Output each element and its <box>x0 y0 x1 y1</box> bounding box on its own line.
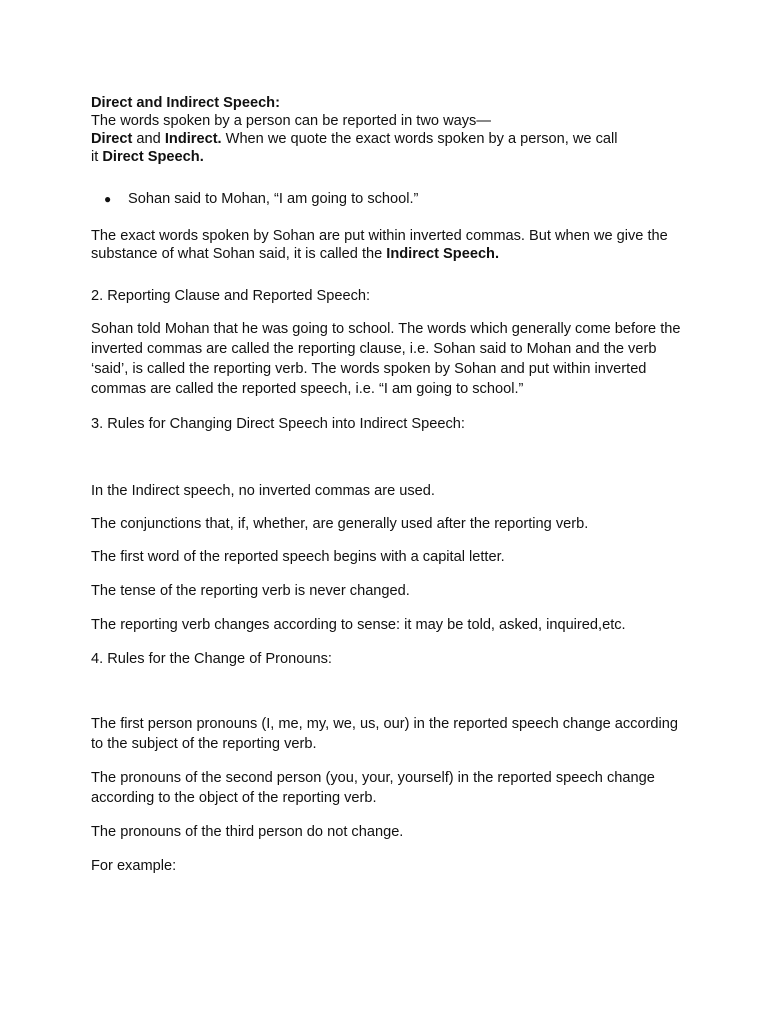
intro-line-2-rest: When we quote the exact words spoken by a person, we call <box>221 131 618 147</box>
list-item <box>104 189 418 209</box>
intro-line-3-prefix: it <box>91 149 103 165</box>
intro-block <box>91 94 691 166</box>
intro-line-1: The words spoken by a person can be reported in two ways— <box>91 113 491 129</box>
pronoun-rule-item: The first person pronouns (I, me, my, we, us, our) in the reported speech change according to the subject of the reporting verb. <box>91 716 679 752</box>
pronoun-rule-item: The pronouns of the second person (you, your, yourself) in the reported speech change according to the object of the reporting verb. <box>91 770 655 806</box>
indirect-speech-term: Indirect Speech. <box>386 246 500 262</box>
intro-line-3 <box>91 148 691 166</box>
bullet-icon: ● <box>104 192 112 206</box>
direct-speech-term: Direct Speech. <box>102 149 204 165</box>
for-example-label: For example: <box>91 858 177 874</box>
section-3-heading: 3. Rules for Changing Direct Speech into Indirect Speech: <box>91 416 465 432</box>
exact-words-paragraph <box>91 227 691 263</box>
section-2-body: Sohan told Mohan that he was going to school. The words which generally come before the inverted commas are called the reporting clause, i.e. Sohan said to Mohan and the verb ‘said’, is called the reporting verb. The words spoken by Sohan and put within inverted commas are called the reported speech, i.e. “I am going to school.” <box>91 321 681 397</box>
indirect-word: Indirect. <box>164 131 222 147</box>
rule-item: In the Indirect speech, no inverted commas are used. <box>91 483 435 499</box>
section-4-heading: 4. Rules for the Change of Pronouns: <box>91 651 332 667</box>
rule-item: The reporting verb changes according to sense: it may be told, asked, inquired,etc. <box>91 617 626 633</box>
rule-item: The conjunctions that, if, whether, are generally used after the reporting verb. <box>91 516 589 532</box>
rule-item: The tense of the reporting verb is never changed. <box>91 583 410 599</box>
intro-line-2 <box>91 130 691 148</box>
and-word: and <box>132 131 165 147</box>
intro-heading: Direct and Indirect Speech: <box>91 95 280 111</box>
direct-word: Direct <box>91 131 133 147</box>
rule-item: The first word of the reported speech begins with a capital letter. <box>91 549 505 565</box>
exact-words-text: The exact words spoken by Sohan are put within inverted commas. But when we give the substance of what Sohan said, it is called the <box>91 228 668 262</box>
section-2-heading: 2. Reporting Clause and Reported Speech: <box>91 288 371 304</box>
bullet-text: Sohan said to Mohan, “I am going to school.” <box>128 191 419 207</box>
pronoun-rule-item: The pronouns of the third person do not change. <box>91 824 404 840</box>
